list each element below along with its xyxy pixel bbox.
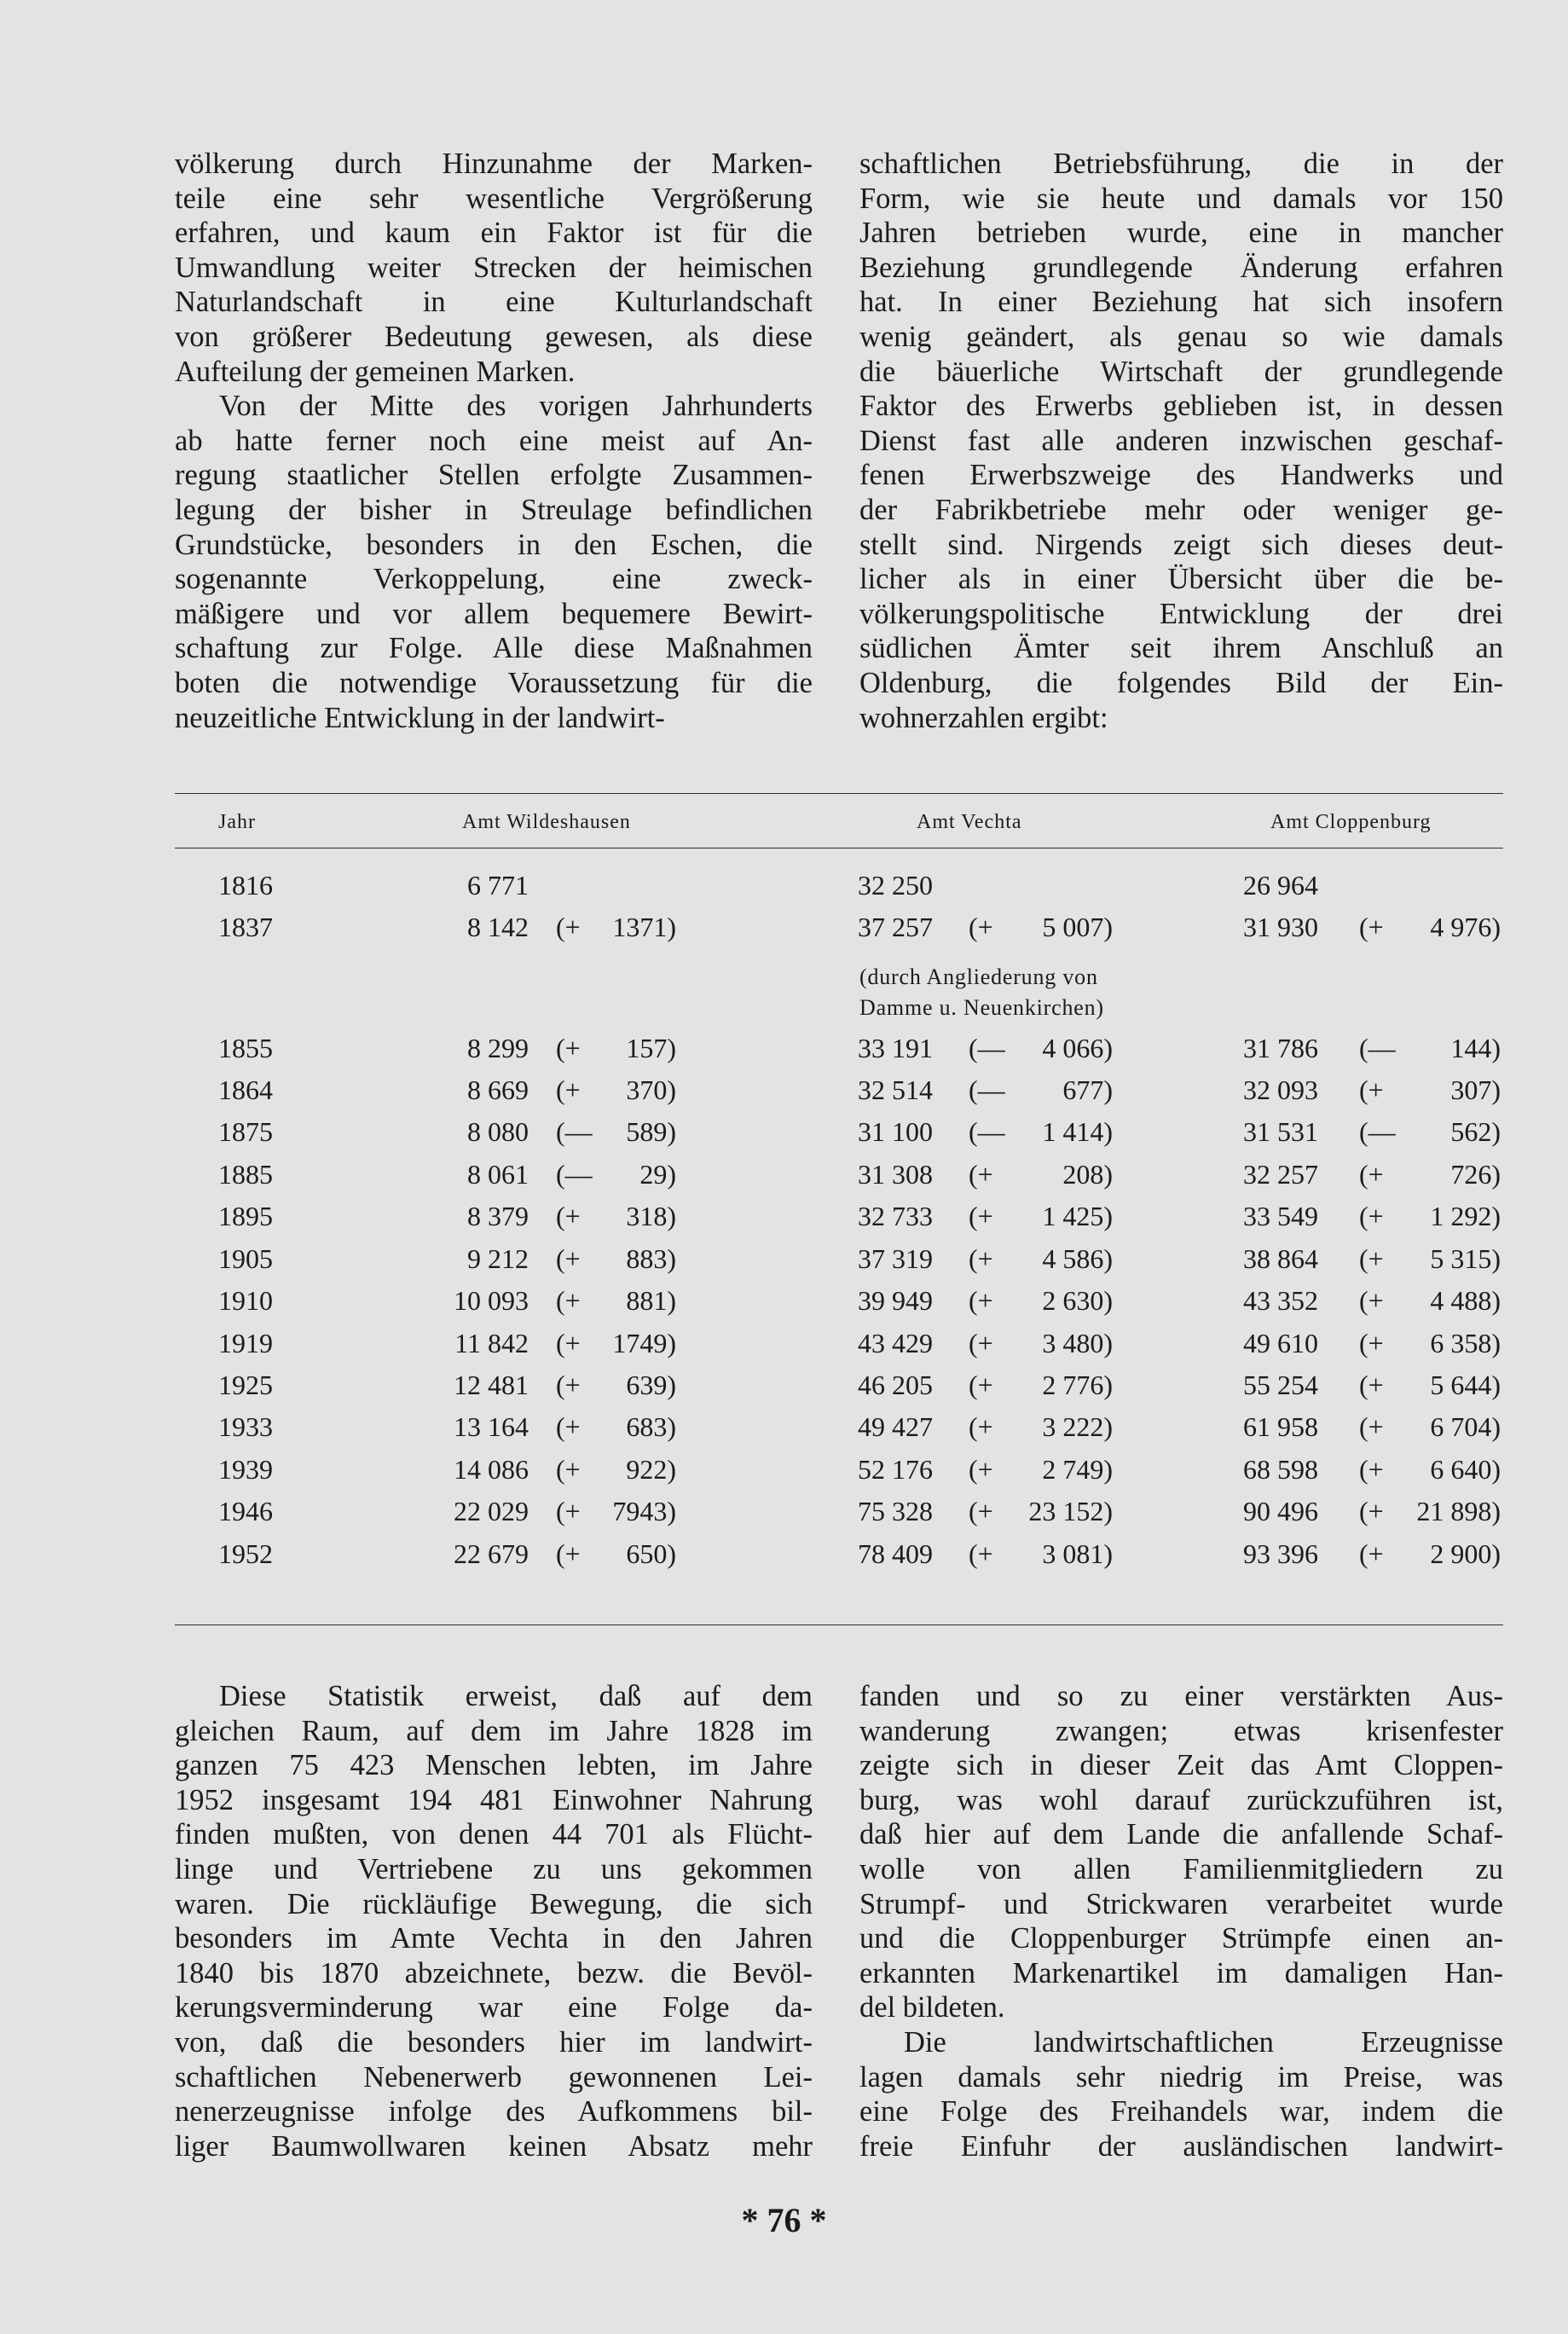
text-line: finden mußten, von denen 44 701 als Flücht- [175, 1818, 813, 1851]
cell-year: 1837 [218, 912, 273, 942]
cell-w: 8 379 [467, 1201, 529, 1231]
cell-w-sign: (— [556, 1159, 593, 1190]
cell-c-diff: 2 900) [1430, 1538, 1501, 1569]
cell-c-diff: 5 315) [1430, 1243, 1501, 1274]
cell-w-sign: (— [556, 1116, 593, 1147]
cell-w-diff: 1749) [612, 1328, 676, 1358]
cell-w-sign: (+ [556, 1033, 581, 1063]
cell-c-diff: 4 488) [1430, 1285, 1501, 1316]
cell-c: 31 786 [1243, 1033, 1318, 1063]
cell-w-diff: 7943) [612, 1496, 676, 1526]
table-row [0, 1201, 1568, 1231]
header-cloppenburg: Amt Cloppenburg [1270, 811, 1432, 833]
text-line: und die Cloppenburger Strümpfe einen an- [859, 1922, 1503, 1955]
cell-v-sign: (— [969, 1074, 1005, 1105]
cell-year: 1925 [218, 1370, 273, 1400]
cell-w: 22 029 [454, 1496, 529, 1526]
cell-w-diff: 29) [639, 1159, 676, 1190]
text-line: schaftlichen Nebenerwerb gewonnenen Lei- [175, 2060, 813, 2094]
cell-c-diff: 6 640) [1430, 1454, 1501, 1485]
text-line: del bildeten. [859, 1991, 1005, 2024]
cell-v-sign: (+ [969, 1243, 993, 1274]
text-line: Von der Mitte des vorigen Jahrhunderts [219, 390, 813, 423]
text-line: Diese Statistik erweist, daß auf dem [219, 1680, 813, 1712]
cell-c-sign: (+ [1359, 1411, 1384, 1442]
cell-c-diff: 307) [1450, 1074, 1501, 1105]
cell-c-sign: (+ [1359, 1328, 1384, 1358]
table-row [0, 1496, 1568, 1526]
cell-year: 1939 [218, 1454, 273, 1485]
text-line: der Fabrikbetriebe mehr oder weniger ge- [859, 493, 1503, 526]
cell-c: 93 396 [1243, 1538, 1318, 1569]
table-row [0, 1538, 1568, 1569]
table-row [0, 870, 1568, 901]
cell-w-diff: 922) [626, 1454, 676, 1485]
table-row [0, 1033, 1568, 1063]
cell-w: 8 669 [467, 1074, 529, 1105]
cell-year: 1875 [218, 1116, 273, 1147]
cell-c-sign: (+ [1359, 1159, 1384, 1190]
text-line: völkerungspolitische Entwicklung der drei [859, 597, 1503, 630]
cell-c: 32 093 [1243, 1074, 1318, 1105]
cell-w-diff: 639) [626, 1370, 676, 1400]
text-line: teile eine sehr wesentliche Vergrößerung [175, 182, 813, 215]
cell-v: 32 250 [858, 870, 933, 901]
header-jahr: Jahr [218, 811, 256, 833]
text-line: Strumpf- und Strickwaren verarbeitet wurde [859, 1887, 1503, 1920]
cell-w: 9 212 [467, 1243, 529, 1274]
cell-w-diff: 157) [626, 1033, 676, 1063]
text-line: Beziehung grundlegende Änderung erfahren [859, 251, 1503, 284]
cell-v-diff: 5 007) [1042, 912, 1113, 942]
table-row [0, 1370, 1568, 1400]
table-row [0, 912, 1568, 942]
cell-v: 37 257 [858, 912, 933, 942]
header-vechta: Amt Vechta [917, 811, 1022, 833]
text-line: die bäuerliche Wirtschaft der grundlegende [859, 355, 1503, 388]
cell-v: 46 205 [858, 1370, 933, 1400]
cell-v-sign: (+ [969, 1285, 993, 1316]
cell-w-diff: 683) [626, 1411, 676, 1442]
text-line: Jahren betrieben wurde, eine in mancher [859, 217, 1503, 250]
cell-v-sign: (— [969, 1033, 1005, 1063]
cell-v: 32 733 [858, 1201, 933, 1231]
cell-c: 61 958 [1243, 1411, 1318, 1442]
cell-v-sign: (— [969, 1116, 1005, 1147]
cell-v: 52 176 [858, 1454, 933, 1485]
cell-w: 13 164 [454, 1411, 529, 1442]
cell-w: 22 679 [454, 1538, 529, 1569]
table-row [0, 1454, 1568, 1485]
page-number: * 76 * [741, 2201, 827, 2239]
text-line: Oldenburg, die folgendes Bild der Ein- [859, 666, 1503, 699]
cell-v: 78 409 [858, 1538, 933, 1569]
text-line: gleichen Raum, auf dem im Jahre 1828 im [175, 1714, 813, 1747]
text-column-top-left [175, 147, 813, 735]
cell-c-diff: 5 644) [1430, 1370, 1501, 1400]
cell-w-sign: (+ [556, 912, 581, 942]
cell-v-sign: (+ [969, 1411, 993, 1442]
cell-w: 8 299 [467, 1033, 529, 1063]
text-line: wanderung zwangen; etwas krisenfester [859, 1714, 1503, 1747]
text-line: Faktor des Erwerbs geblieben ist, in dessen [859, 390, 1503, 423]
table-row [0, 1411, 1568, 1442]
cell-c-diff: 1 292) [1430, 1201, 1501, 1231]
table-row [0, 1243, 1568, 1274]
text-line: wohnerzahlen ergibt: [859, 701, 1108, 734]
table-row [0, 1074, 1568, 1105]
text-line: 1952 insgesamt 194 481 Einwohner Nahrung [175, 1783, 813, 1816]
text-line: Dienst fast alle anderen inzwischen geschaf- [859, 424, 1503, 457]
table-row [0, 1116, 1568, 1147]
cell-v: 31 308 [858, 1159, 933, 1190]
cell-w: 6 771 [467, 870, 529, 901]
cell-year: 1864 [218, 1074, 273, 1105]
cell-v-diff: 208) [1062, 1159, 1113, 1190]
text-column-bottom-right [859, 1679, 1503, 2163]
cell-v-sign: (+ [969, 1201, 993, 1231]
cell-v-sign: (+ [969, 1159, 993, 1190]
text-line: mäßigere und vor allem bequemere Bewirt- [175, 597, 813, 630]
cell-c-sign: (— [1359, 1033, 1396, 1063]
text-line: Die landwirtschaftlichen Erzeugnisse [904, 2025, 1503, 2059]
text-line: burg, was wohl darauf zurückzuführen ist, [859, 1783, 1503, 1816]
cell-v-diff: 1 425) [1042, 1201, 1113, 1231]
text-line: wolle von allen Familienmitgliedern zu [859, 1852, 1503, 1885]
header-wildeshausen: Amt Wildeshausen [462, 811, 631, 833]
cell-v-sign: (+ [969, 912, 993, 942]
cell-c: 31 531 [1243, 1116, 1318, 1147]
cell-c: 38 864 [1243, 1243, 1318, 1274]
cell-c-diff: 6 358) [1430, 1328, 1501, 1358]
cell-c: 26 964 [1243, 870, 1318, 901]
text-line: Grundstücke, besonders in den Eschen, die [175, 528, 813, 561]
text-line: schaftlichen Betriebsführung, die in der [859, 148, 1503, 180]
cell-v: 49 427 [858, 1411, 933, 1442]
text-line: sogenannte Verkoppelung, eine zweck- [175, 563, 813, 596]
text-line: fenen Erwerbszweige des Handwerks und [859, 459, 1503, 492]
text-line: ganzen 75 423 Menschen lebten, im Jahre [175, 1749, 813, 1782]
cell-year: 1895 [218, 1201, 273, 1231]
cell-v-diff: 4 066) [1042, 1033, 1113, 1063]
text-line: völkerung durch Hinzunahme der Marken- [175, 148, 813, 180]
cell-w: 12 481 [454, 1370, 529, 1400]
cell-v: 31 100 [858, 1116, 933, 1147]
text-line: daß hier auf dem Lande die anfallende Schaf- [859, 1818, 1503, 1851]
cell-year: 1855 [218, 1033, 273, 1063]
text-line: zeigte sich in dieser Zeit das Amt Cloppen- [859, 1749, 1503, 1782]
text-line: regung staatlicher Stellen erfolgte Zusammen- [175, 459, 813, 492]
text-line: fanden und so zu einer verstärkten Aus- [859, 1680, 1503, 1712]
cell-year: 1946 [218, 1496, 273, 1526]
table-row [0, 1328, 1568, 1358]
cell-c-diff: 21 898) [1416, 1496, 1501, 1526]
table-note-line-2: Damme u. Neuenkirchen) [859, 995, 1104, 1020]
cell-v: 75 328 [858, 1496, 933, 1526]
table-top-rule [175, 793, 1503, 794]
text-line: 1840 bis 1870 abzeichnete, bezw. die Bevöl- [175, 1956, 813, 1989]
cell-w: 10 093 [454, 1285, 529, 1316]
text-line: schaftung zur Folge. Alle diese Maßnahmen [175, 632, 813, 665]
cell-w: 14 086 [454, 1454, 529, 1485]
text-line: stellt sind. Nirgends zeigt sich dieses deut- [859, 528, 1503, 561]
cell-c-sign: (+ [1359, 1285, 1384, 1316]
cell-w-diff: 650) [626, 1538, 676, 1569]
cell-w-diff: 1371) [612, 912, 676, 942]
cell-c-sign: (+ [1359, 1370, 1384, 1400]
cell-w-sign: (+ [556, 1074, 581, 1105]
cell-c-diff: 6 704) [1430, 1411, 1501, 1442]
text-column-top-right [859, 147, 1503, 735]
text-line: legung der bisher in Streulage befindlichen [175, 493, 813, 526]
cell-w: 8 080 [467, 1116, 529, 1147]
cell-v-sign: (+ [969, 1538, 993, 1569]
cell-v-diff: 677) [1062, 1074, 1113, 1105]
text-line: besonders im Amte Vechta in den Jahren [175, 1922, 813, 1955]
cell-year: 1910 [218, 1285, 273, 1316]
text-line: linge und Vertriebene zu uns gekommen [175, 1852, 813, 1885]
cell-c-diff: 562) [1450, 1116, 1501, 1147]
cell-c: 49 610 [1243, 1328, 1318, 1358]
cell-c-diff: 144) [1450, 1033, 1501, 1063]
cell-year: 1933 [218, 1411, 273, 1442]
text-line: südlichen Ämter seit ihrem Anschluß an [859, 632, 1503, 665]
cell-w-sign: (+ [556, 1411, 581, 1442]
table-row [0, 1285, 1568, 1316]
text-line: Aufteilung der gemeinen Marken. [175, 355, 576, 388]
cell-c: 90 496 [1243, 1496, 1318, 1526]
cell-w-sign: (+ [556, 1243, 581, 1274]
cell-w-diff: 883) [626, 1243, 676, 1274]
cell-v-diff: 2 749) [1042, 1454, 1113, 1485]
cell-v-sign: (+ [969, 1370, 993, 1400]
cell-c-sign: (+ [1359, 1538, 1384, 1569]
cell-c-sign: (+ [1359, 1243, 1384, 1274]
text-line: Naturlandschaft in eine Kulturlandschaft [175, 286, 813, 319]
cell-w: 8 142 [467, 912, 529, 942]
cell-w-sign: (+ [556, 1454, 581, 1485]
text-line: neuzeitliche Entwicklung in der landwirt- [175, 701, 665, 734]
text-line: von, daß die besonders hier im landwirt- [175, 2025, 813, 2059]
cell-c: 33 549 [1243, 1201, 1318, 1231]
cell-c-diff: 4 976) [1430, 912, 1501, 942]
cell-w-sign: (+ [556, 1370, 581, 1400]
cell-v-sign: (+ [969, 1328, 993, 1358]
cell-c: 32 257 [1243, 1159, 1318, 1190]
text-line: boten die notwendige Voraussetzung für die [175, 666, 813, 699]
cell-v-diff: 23 152) [1028, 1496, 1113, 1526]
cell-w-sign: (+ [556, 1328, 581, 1358]
cell-c-sign: (+ [1359, 1454, 1384, 1485]
cell-w-sign: (+ [556, 1201, 581, 1231]
cell-c-sign: (+ [1359, 1074, 1384, 1105]
text-column-bottom-left [175, 1679, 813, 2163]
cell-w-sign: (+ [556, 1285, 581, 1316]
cell-v-diff: 3 480) [1042, 1328, 1113, 1358]
text-line: wenig geändert, als genau so wie damals [859, 320, 1503, 353]
cell-c-sign: (— [1359, 1116, 1396, 1147]
cell-year: 1885 [218, 1159, 273, 1190]
cell-v: 43 429 [858, 1328, 933, 1358]
cell-c-sign: (+ [1359, 912, 1384, 942]
cell-v-diff: 2 630) [1042, 1285, 1113, 1316]
cell-w: 8 061 [467, 1159, 529, 1190]
table-row [0, 1159, 1568, 1190]
cell-v-diff: 2 776) [1042, 1370, 1113, 1400]
cell-v-diff: 3 222) [1042, 1411, 1113, 1442]
text-line: freie Einfuhr der ausländischen landwirt- [859, 2129, 1503, 2163]
cell-c-diff: 726) [1450, 1159, 1501, 1190]
text-line: Umwandlung weiter Strecken der heimischen [175, 251, 813, 284]
cell-year: 1816 [218, 870, 273, 901]
cell-c: 43 352 [1243, 1285, 1318, 1316]
text-line: waren. Die rückläufige Bewegung, die sich [175, 1887, 813, 1920]
cell-year: 1905 [218, 1243, 273, 1274]
cell-w-diff: 881) [626, 1285, 676, 1316]
text-line: liger Baumwollwaren keinen Absatz mehr [175, 2129, 813, 2163]
cell-v: 39 949 [858, 1285, 933, 1316]
text-line: licher als in einer Übersicht über die be- [859, 563, 1503, 596]
cell-v: 32 514 [858, 1074, 933, 1105]
text-line: erkannten Markenartikel im damaligen Han- [859, 1956, 1503, 1989]
cell-v: 37 319 [858, 1243, 933, 1274]
cell-w-diff: 589) [626, 1116, 676, 1147]
text-line: hat. In einer Beziehung hat sich insofern [859, 286, 1503, 319]
cell-year: 1919 [218, 1328, 273, 1358]
cell-c-sign: (+ [1359, 1496, 1384, 1526]
cell-v-sign: (+ [969, 1454, 993, 1485]
text-line: erfahren, und kaum ein Faktor ist für die [175, 217, 813, 250]
text-line: kerungsverminderung war eine Folge da- [175, 1991, 813, 2024]
text-line: ab hatte ferner noch eine meist auf An- [175, 424, 813, 457]
cell-v-diff: 4 586) [1042, 1243, 1113, 1274]
cell-year: 1952 [218, 1538, 273, 1569]
text-line: lagen damals sehr niedrig im Preise, was [859, 2060, 1503, 2094]
cell-w-sign: (+ [556, 1538, 581, 1569]
cell-v-diff: 1 414) [1042, 1116, 1113, 1147]
cell-w-diff: 370) [626, 1074, 676, 1105]
cell-w-sign: (+ [556, 1496, 581, 1526]
cell-w-diff: 318) [626, 1201, 676, 1231]
cell-c-sign: (+ [1359, 1201, 1384, 1231]
cell-c: 68 598 [1243, 1454, 1318, 1485]
cell-v-sign: (+ [969, 1496, 993, 1526]
text-line: eine Folge des Freihandels war, indem die [859, 2095, 1503, 2128]
text-line: Form, wie sie heute und damals vor 150 [859, 182, 1503, 215]
table-note-line-1: (durch Angliederung von [859, 964, 1098, 989]
text-line: von größerer Bedeutung gewesen, als diese [175, 320, 813, 353]
text-line: nenerzeugnisse infolge des Aufkommens bil- [175, 2095, 813, 2128]
cell-v: 33 191 [858, 1033, 933, 1063]
cell-c: 31 930 [1243, 912, 1318, 942]
cell-v-diff: 3 081) [1042, 1538, 1113, 1569]
cell-c: 55 254 [1243, 1370, 1318, 1400]
cell-w: 11 842 [454, 1328, 529, 1358]
